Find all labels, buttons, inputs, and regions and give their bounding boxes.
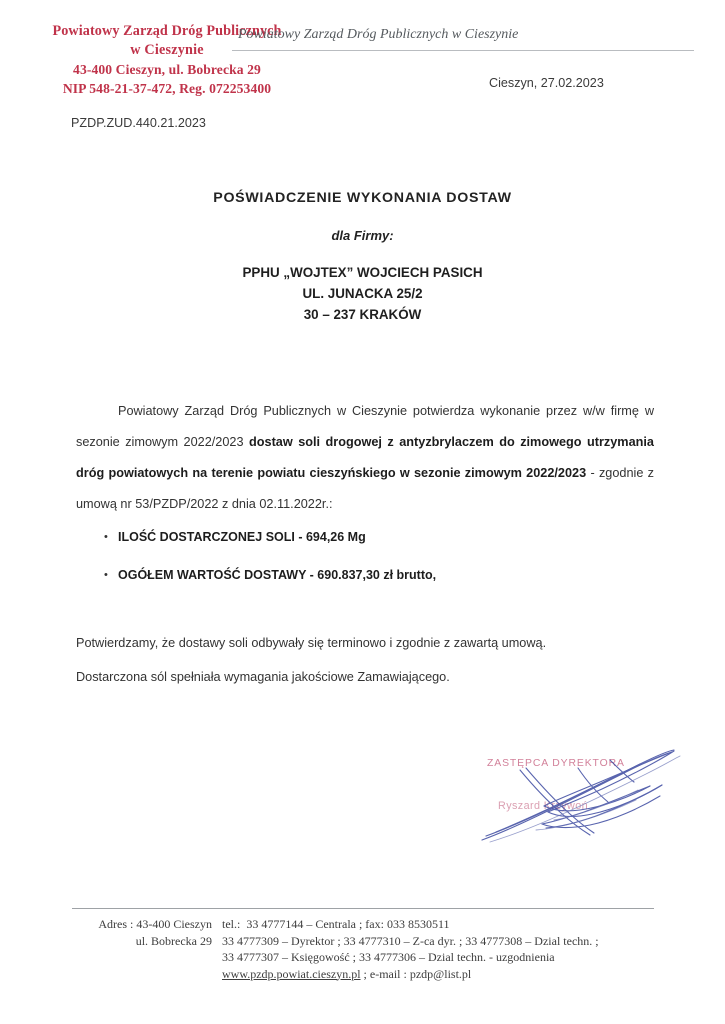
closing-block — [76, 626, 654, 694]
body-text-bold: dostaw soli drogowej z antyzbrylaczem do zimowego utrzymania dróg powiatowych na terenie powiatu cieszyńskiego w sezonie zimowym 2022/2023 — [76, 435, 654, 480]
footer-address-line2: ul. Bobrecka 29 — [135, 933, 212, 948]
bullet-icon: • — [104, 531, 108, 543]
stamp-name-label: Ryszard Krzywoń — [498, 800, 588, 812]
list-item — [104, 529, 624, 545]
footer-tel-label: tel.: — [222, 917, 241, 931]
footer-phone-line-1 — [222, 916, 672, 933]
header-italic-title: Powiatowy Zarząd Dróg Publicznych w Cieszynie — [238, 27, 519, 42]
footer-address-line1: Adres : 43-400 Cieszyn — [98, 917, 212, 931]
list-item — [104, 567, 624, 583]
letterhead-nip: NIP 548-21-37-472, Reg. 072253400 — [62, 81, 272, 96]
footer-phone-line-3: 33 4777307 – Księgowość ; 33 4777306 – Dzial techn. - uzgodnienia — [222, 950, 555, 964]
header-divider — [232, 50, 694, 51]
footer-divider — [72, 908, 654, 909]
body-text-part1: Powiatowy Zarząd Dróg Publicznych w Cieszynie potwierdza wykonanie przez w/w firmę w sezonie zimowym 2022/2023 — [76, 404, 654, 449]
recipient-block — [0, 262, 725, 325]
recipient-city: 30 – 237 KRAKÓW — [303, 307, 422, 322]
letterhead-address: 43-400 Cieszyn, ul. Bobrecka 29 — [73, 62, 261, 77]
body-text-part2: - zgodnie z umową nr 53/PZDP/2022 z dnia 02.11.2022r.: — [76, 466, 655, 511]
recipient-company: PPHU „WOJTEX” WOJCIECH PASICH — [242, 265, 483, 280]
footer-phone-central: 33 4777144 – Centrala ; fax: 033 8530511 — [246, 917, 450, 931]
body-paragraph-text — [76, 396, 654, 520]
body-paragraph — [76, 396, 654, 520]
footer-address-column — [72, 916, 222, 982]
closing-line-2: Dostarczona sól spełniała wymagania jakościowe Zamawiającego. — [76, 670, 450, 684]
signature-block — [460, 740, 700, 845]
footer-website-link[interactable]: www.pzdp.powiat.cieszyn.pl — [222, 966, 361, 981]
bullet-icon: • — [104, 569, 108, 581]
footer-web-line — [222, 966, 672, 983]
footer-email-separator: ; e-mail : — [360, 966, 410, 981]
closing-line-1: Potwierdzamy, że dostawy soli odbywały się terminowo i zgodnie z zawartą umową. — [76, 636, 547, 650]
footer — [72, 916, 672, 982]
letterhead-line2: w Cieszynie — [130, 42, 204, 58]
footer-contact-column — [222, 916, 672, 982]
recipient-street: UL. JUNACKA 25/2 — [302, 286, 423, 301]
delivery-summary-list — [104, 529, 624, 605]
place-and-date: Cieszyn, 27.02.2023 — [489, 76, 604, 90]
list-item-label: ILOŚĆ DOSTARCZONEJ SOLI - 694,26 Mg — [118, 530, 366, 544]
footer-phone-line-2: 33 4777309 – Dyrektor ; 33 4777310 – Z-ca dyr. ; 33 4777308 – Dzial techn. ; — [222, 933, 599, 948]
footer-email-link[interactable]: pzdp@list.pl — [409, 966, 472, 981]
list-item-label: OGÓŁEM WARTOŚĆ DOSTAWY - 690.837,30 zł brutto, — [118, 568, 437, 582]
letterhead-line1: Powiatowy Zarząd Dróg Publicznych — [52, 23, 282, 39]
stamp-role-label: ZASTĘPCA DYREKTORA — [487, 758, 625, 769]
document-reference-number: PZDP.ZUD.440.21.2023 — [71, 116, 206, 130]
page-title: POŚWIADCZENIE WYKONANIA DOSTAW — [213, 190, 512, 206]
handwritten-signature-icon — [460, 740, 700, 845]
page-subtitle: dla Firmy: — [331, 228, 394, 243]
